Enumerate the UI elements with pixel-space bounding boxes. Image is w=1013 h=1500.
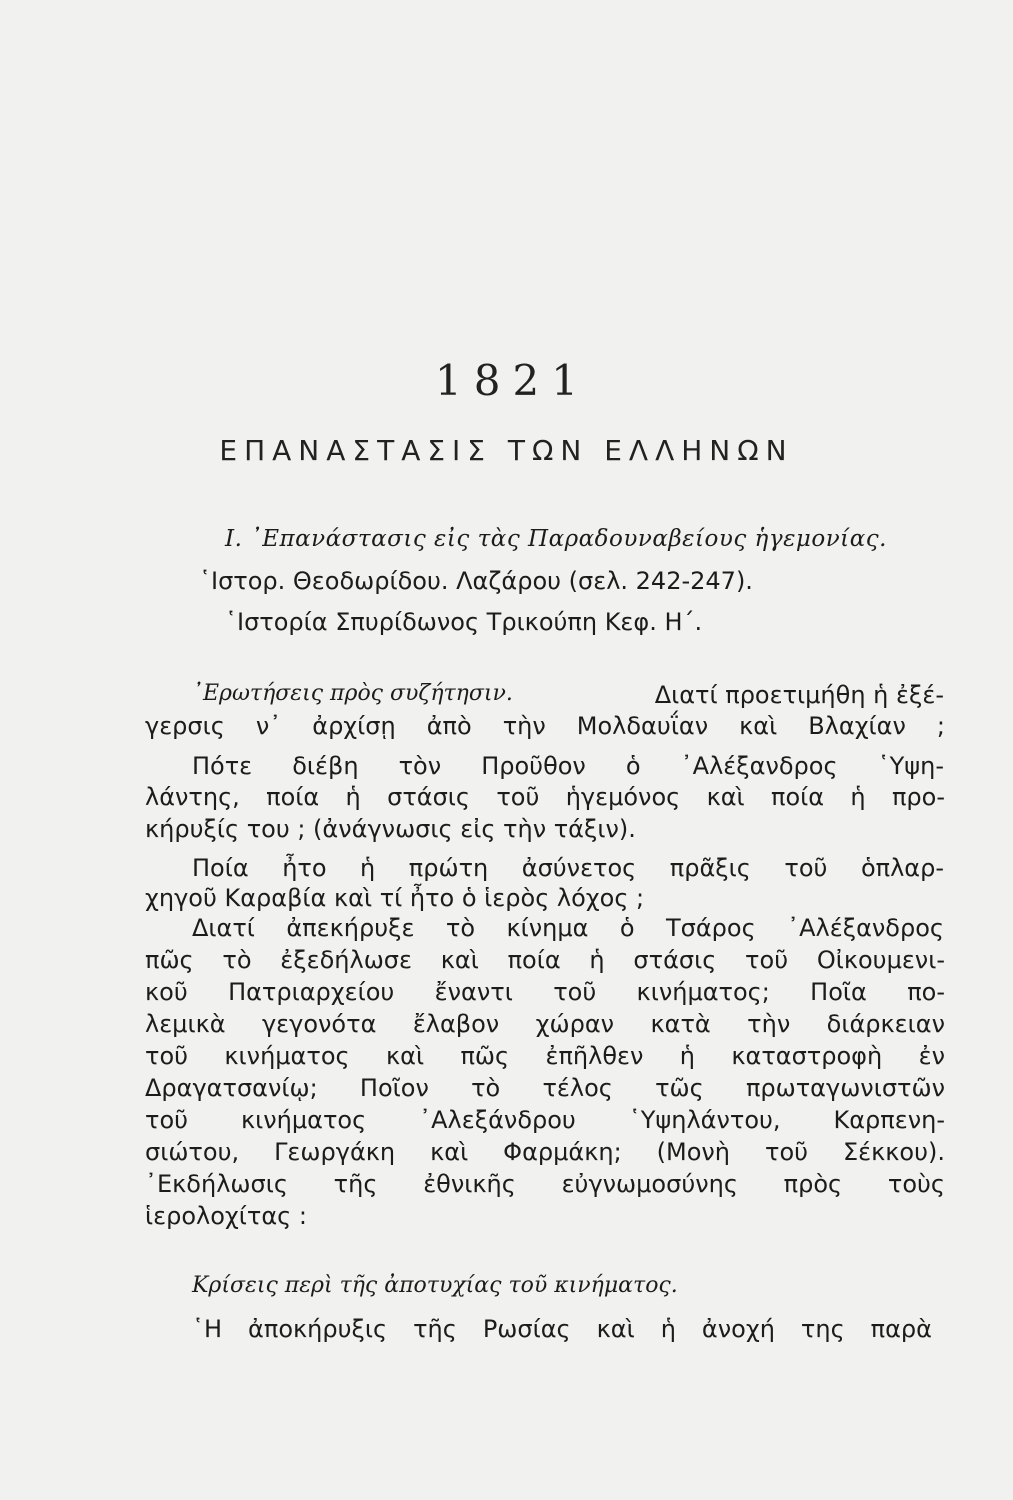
reference-source-2: ῾Ιστορία Σπυρίδωνος Τρικούπη Κεφ. Η΄. [225, 608, 703, 636]
question-line: Πότε διέβη τὸν Προῦθον ὁ ᾽Αλέξανδρος ῾Υψη- [192, 752, 944, 780]
judgments-label [192, 1270, 678, 1299]
question-line: ἱερολοχίτας : [145, 1202, 307, 1230]
question-line: κοῦ Πατριαρχείου ἔναντι τοῦ κινήματος; Ποῖα πο- [145, 978, 945, 1006]
page-year: 1821 [435, 356, 590, 405]
judgments-label-text: Κρίσεις περὶ τῆς ἀποτυχίας τοῦ κινήματος. [192, 1273, 678, 1298]
reference-heading: Ι. ᾽Επανάστασις εἰς τὰς Παραδουναβείους ἡγεμονίας. [225, 526, 887, 552]
reference-source-1: ῾Ιστορ. Θεοδωρίδου. Λαζάρου (σελ. 242-247). [199, 567, 753, 595]
question-line: Διατί ἀπεκήρυξε τὸ κίνημα ὁ Τσάρος ᾽Αλέξανδρος [192, 914, 944, 942]
judgments-line-1: ῾Η ἀποκήρυξις τῆς Ρωσίας καὶ ἡ ἀνοχή της παρὰ [192, 1315, 932, 1343]
question-line: σιώτου, Γεωργάκη καὶ Φαρμάκη; (Μονὴ τοῦ Σέκκου). [145, 1138, 945, 1166]
questions-label: ᾽Ερωτήσεις πρὸς συζήτησιν. [192, 681, 513, 706]
questions-line-1-rest: Διατί προετιμήθη ἡ ἐξέ- [654, 681, 944, 709]
page-title: ΕΠΑΝΑΣΤΑΣΙΣ ΤΩΝ ΕΛΛΗΝΩΝ [219, 434, 794, 467]
question-line: γερσις ν᾽ ἀρχίσῃ ἀπὸ τὴν Μολδαυΐαν καὶ Βλαχίαν ; [145, 712, 945, 740]
question-line: ᾽Εκδήλωσις τῆς ἐθνικῆς εὐγνωμοσύνης πρὸς τοὺς [145, 1170, 945, 1198]
question-line: χηγοῦ Καραβία καὶ τί ἦτο ὁ ἱερὸς λόχος ; [145, 884, 645, 912]
question-line: Ποία ἦτο ἡ πρώτη ἀσύνετος πρᾶξις τοῦ ὁπλαρ- [192, 854, 944, 882]
question-line: λεμικὰ γεγονότα ἔλαβον χώραν κατὰ τὴν διάρκειαν [145, 1010, 945, 1038]
question-line: τοῦ κινήματος ᾽Αλεξάνδρου ῾Υψηλάντου, Καρπενη- [145, 1106, 945, 1134]
question-line: πῶς τὸ ἐξεδήλωσε καὶ ποία ἡ στάσις τοῦ Οἰκουμενι- [145, 946, 945, 974]
question-line: λάντης, ποία ἡ στάσις τοῦ ἡγεμόνος καὶ ποία ἡ προ- [145, 783, 945, 811]
question-line: κήρυξίς του ; (ἀνάγνωσις εἰς τὴν τάξιν). [145, 815, 636, 843]
question-line: τοῦ κινήματος καὶ πῶς ἐπῆλθεν ἡ καταστροφὴ ἐν [145, 1042, 945, 1070]
questions-first-line [192, 681, 944, 710]
question-line: Δραγατσανίῳ; Ποῖον τὸ τέλος τῶς πρωταγωνιστῶν [145, 1074, 945, 1102]
